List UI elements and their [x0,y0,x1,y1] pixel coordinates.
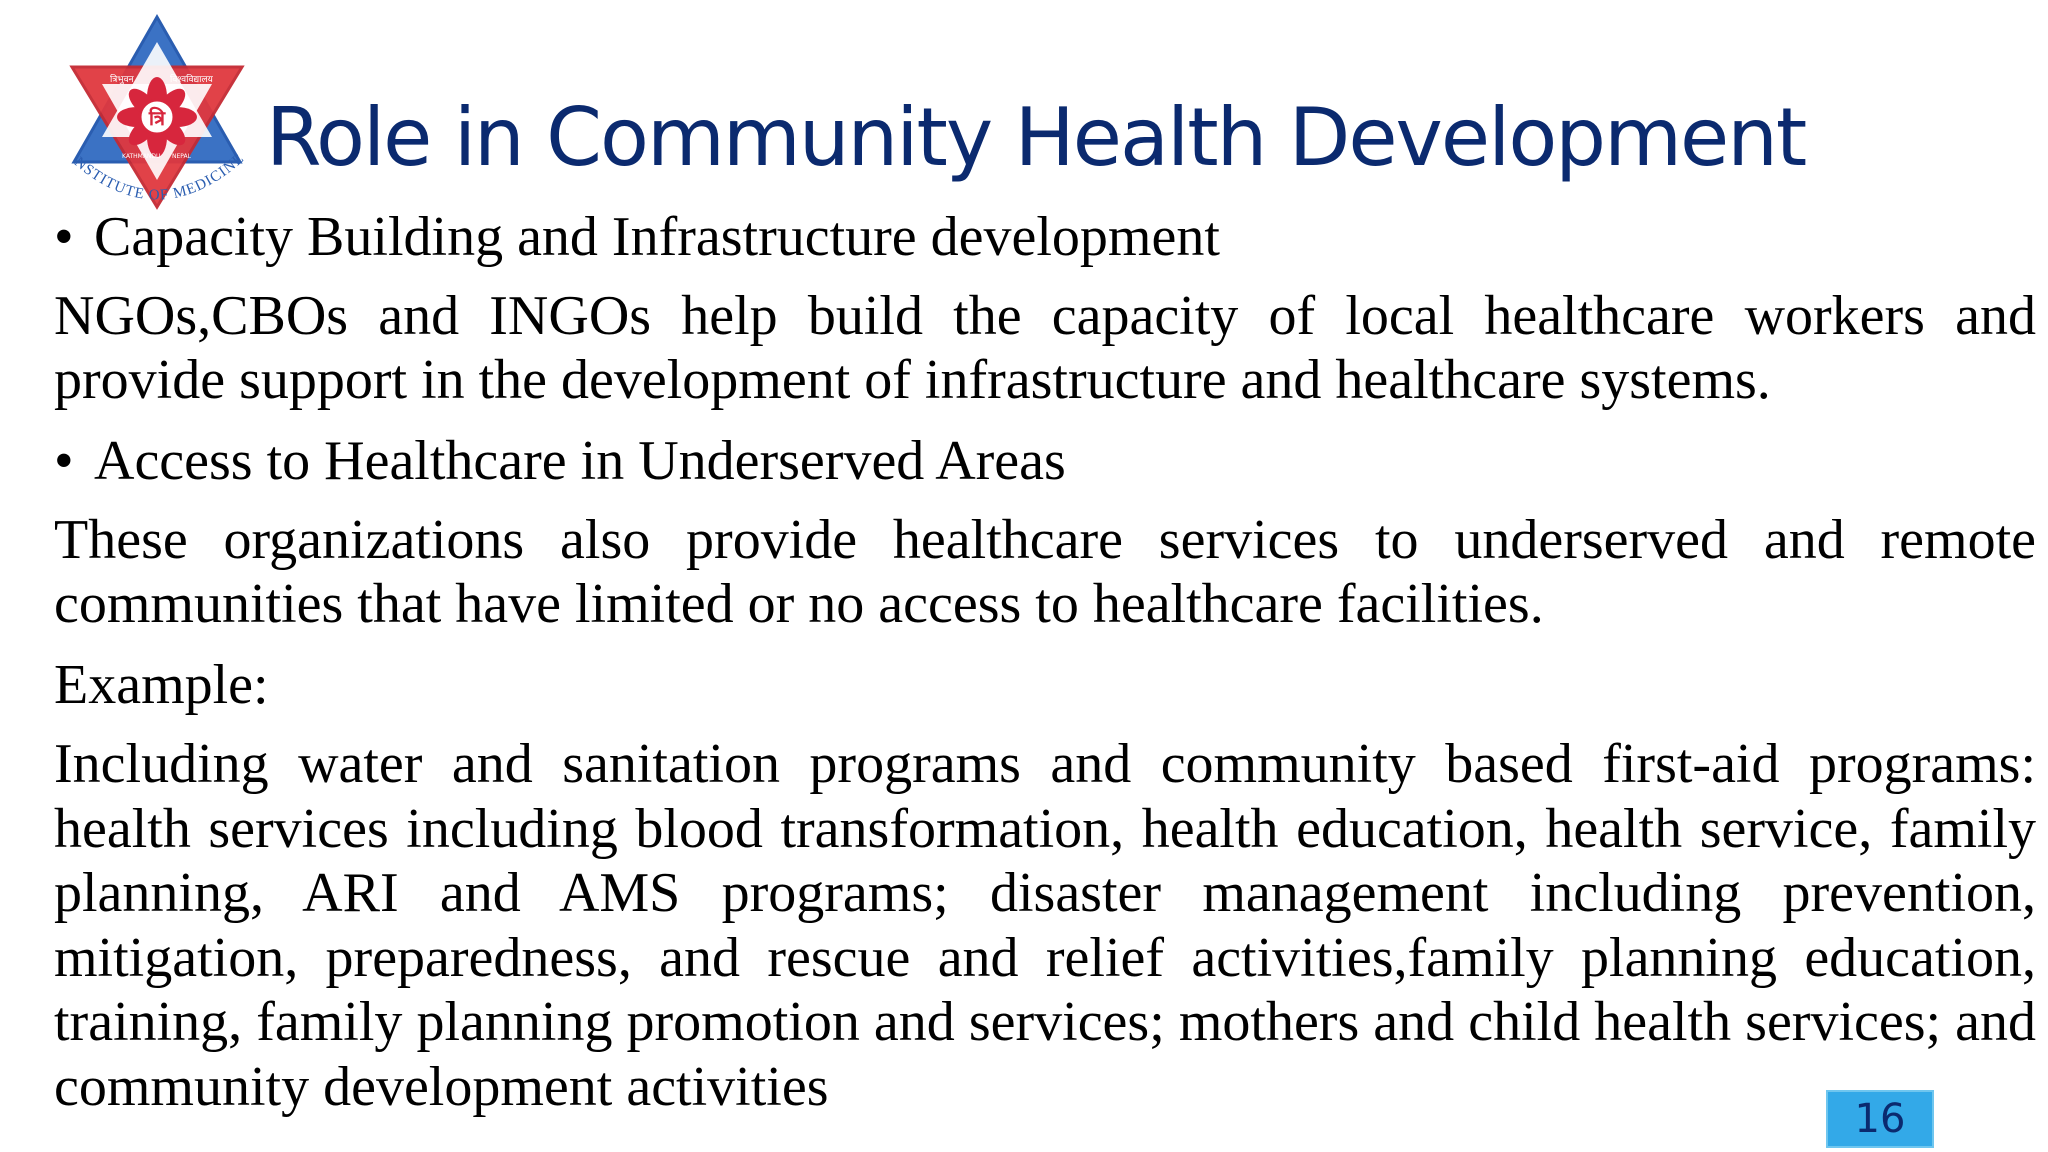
logo-emblem-text: त्रि [148,106,166,130]
paragraph-example-programs: Including water and sanitation programs and community based first-aid programs: health services including blood transformation, health education, health service, family planning, ARI and AMS programs; disaster management including prevention, mitigation, preparedness, and rescue and relief activities,family planning education, training, family planning promotion and services; mothers and child health services; and community development activities [54,733,2036,1118]
logo-text-top-left: त्रिभुवन [110,75,134,85]
example-label: Example: [54,654,269,716]
logo-arc-text: NSTITUTE OF MEDICINE [71,150,248,204]
paragraph-capacity-building: NGOs,CBOs and INGOs help build the capacity of local healthcare workers and provide support in the development of infrastructure and healthcare systems. [54,285,2036,411]
logo-text-bottom-right: NEPAL [172,153,191,160]
slide-content [54,204,2036,1119]
bullet-capacity-building [54,204,2036,270]
logo-text-bottom-left: KATHMANDU [122,153,161,160]
bullet-access-healthcare-text: Access to Healthcare in Underserved Areas [94,430,1066,492]
paragraph-access-healthcare: These organizations also provide healthcare services to underserved and remote communities that have limited or no access to healthcare facilities. [54,509,2036,635]
logo-text-top-right: विश्वविद्यालय [170,75,213,85]
logo-star-icon [62,12,252,222]
bullet-access-healthcare [54,428,2036,494]
institute-of-medicine-logo [62,12,252,222]
page-number-badge: 16 [1826,1090,1934,1148]
bullet-dot-icon: • [54,206,74,268]
bullet-dot-icon: • [54,430,74,492]
bullet-capacity-building-text: Capacity Building and Infrastructure development [94,206,1220,268]
slide-title: Role in Community Health Development [266,91,1806,184]
